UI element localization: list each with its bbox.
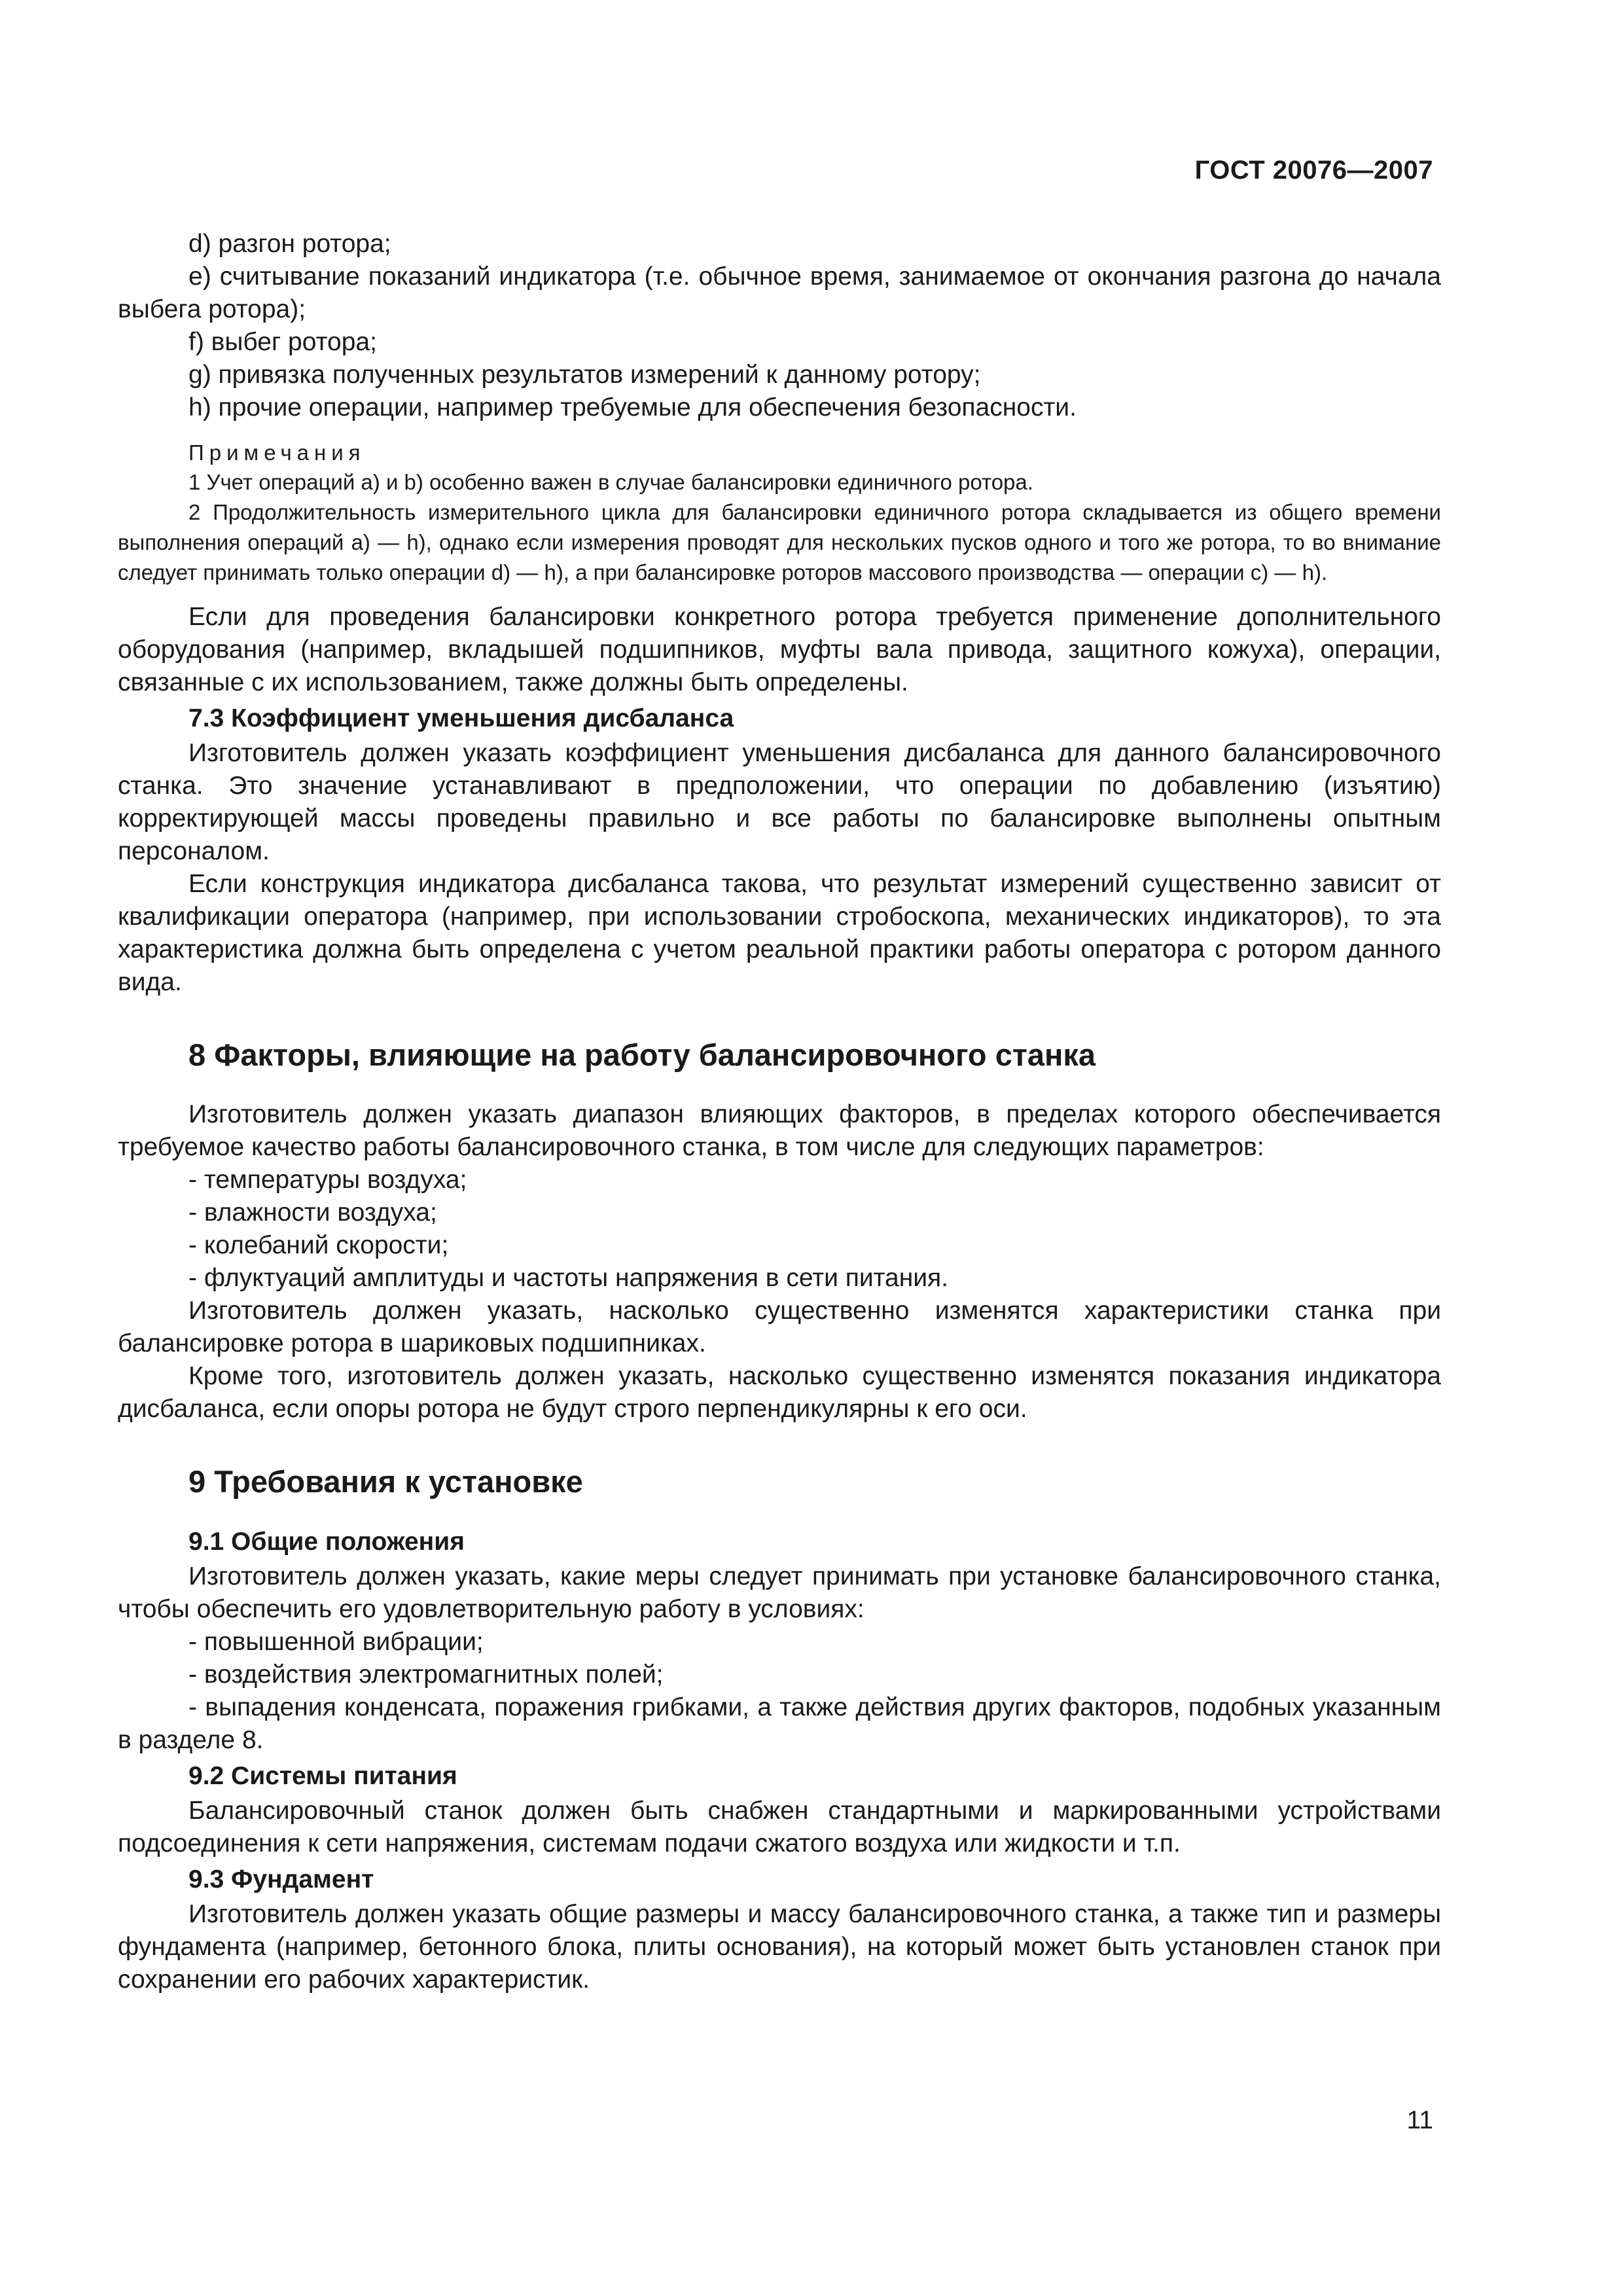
paragraph-equipment: Если для проведения балансировки конкретного ротора требуется применение дополнительного оборудования (например, вкладышей подшипников, муфты вала привода, защитного кожуха), операции, связанные с их использованием, также должны быть определены. [118,603,1441,696]
list-item: - колебаний скорости; [188,1231,449,1259]
list-item: - воздействия электромагнитных полей; [188,1660,664,1689]
section-9-3-heading: 9.3 Фундамент [188,1865,374,1893]
paragraph: Если конструкция индикатора дисбаланса такова, что результат измерений существенно зависит от квалификации оператора (например, при использовании стробоскопа, механических индикаторов), то эта характеристика должна быть определена с учетом реальной практики работы оператора с ротором данного вида. [118,870,1441,996]
list-item: e) считывание показаний индикатора (т.е. обычное время, занимаемое от окончания разгона до начала выбега ротора); [118,262,1441,323]
page-number: 11 [1406,2106,1433,2134]
list-item: g) привязка полученных результатов измерений к данному ротору; [188,361,981,389]
section-9-2-heading: 9.2 Системы питания [188,1762,457,1790]
notes-title: Примечания [188,440,366,465]
list-item: - повышенной вибрации; [188,1628,484,1656]
section-7-3-heading: 7.3 Коэффициент уменьшения дисбаланса [188,704,734,732]
note-item: 2 Продолжительность измерительного цикла для балансировки единичного ротора складывается из общего времени выполнения операций a) — h), однако если измерения проводят для нескольких пусков одного и того же ротора, то во внимание следует принимать только операции d) — h), а при балансировке роторов массового производства — операции c) — h). [118,500,1441,584]
paragraph: Изготовитель должен указать общие размеры и массу балансировочного станка, а также тип и размеры фундамента (например, бетонного блока, плиты основания), на который может быть установлен станок при сохранении его рабочих характеристик. [118,1900,1441,1994]
section-9-1-heading: 9.1 Общие положения [188,1528,465,1556]
list-item: - влажности воздуха; [188,1198,437,1227]
list-item: f) выбег ротора; [188,328,377,356]
notes-block [118,439,1441,588]
list-item: - флуктуаций амплитуды и частоты напряжения в сети питания. [188,1264,949,1292]
list-item: - выпадения конденсата, поражения грибками, а также действия других факторов, подобных указанным в разделе 8. [118,1693,1441,1754]
section-9-heading: 9 Требования к установке [188,1464,583,1499]
section-8-heading: 8 Факторы, влияющие на работу балансировочного станка [188,1037,1096,1072]
note-item: 1 Учет операций a) и b) особенно важен в случае балансировки единичного ротора. [188,470,1033,494]
conditions-list [118,1626,1441,1757]
paragraph: Изготовитель должен указать коэффициент уменьшения дисбаланса для данного балансировочного станка. Это значение устанавливают в предположении, что операции по добавлению (изъятию) корректирующей массы проведены правильно и все работы по балансировке выполнены опытным персоналом. [118,739,1441,865]
page-content [118,228,1441,1996]
paragraph: Кроме того, изготовитель должен указать, насколько существенно изменятся показания индикатора дисбаланса, если опоры ротора не будут строго перпендикулярны к его оси. [118,1362,1441,1423]
list-item: h) прочие операции, например требуемые для обеспечения безопасности. [188,393,1077,422]
list-item: - температуры воздуха; [188,1166,467,1194]
document-id: ГОСТ 20076—2007 [1194,156,1433,185]
operations-list [118,228,1441,424]
paragraph: Изготовитель должен указать диапазон влияющих факторов, в пределах которого обеспечивается требуемое качество работы балансировочного станка, в том числе для следующих параметров: [118,1100,1441,1161]
factors-list [118,1164,1441,1295]
paragraph: Балансировочный станок должен быть снабжен стандартными и маркированными устройствами подсоединения к сети напряжения, системам подачи сжатого воздуха или жидкости и т.п. [118,1797,1441,1857]
paragraph: Изготовитель должен указать, насколько существенно изменятся характеристики станка при балансировке ротора в шариковых подшипниках. [118,1297,1441,1357]
paragraph: Изготовитель должен указать, какие меры следует принимать при установке балансировочного станка, чтобы обеспечить его удовлетворительную работу в условиях: [118,1562,1441,1623]
list-item: d) разгон ротора; [188,230,391,258]
